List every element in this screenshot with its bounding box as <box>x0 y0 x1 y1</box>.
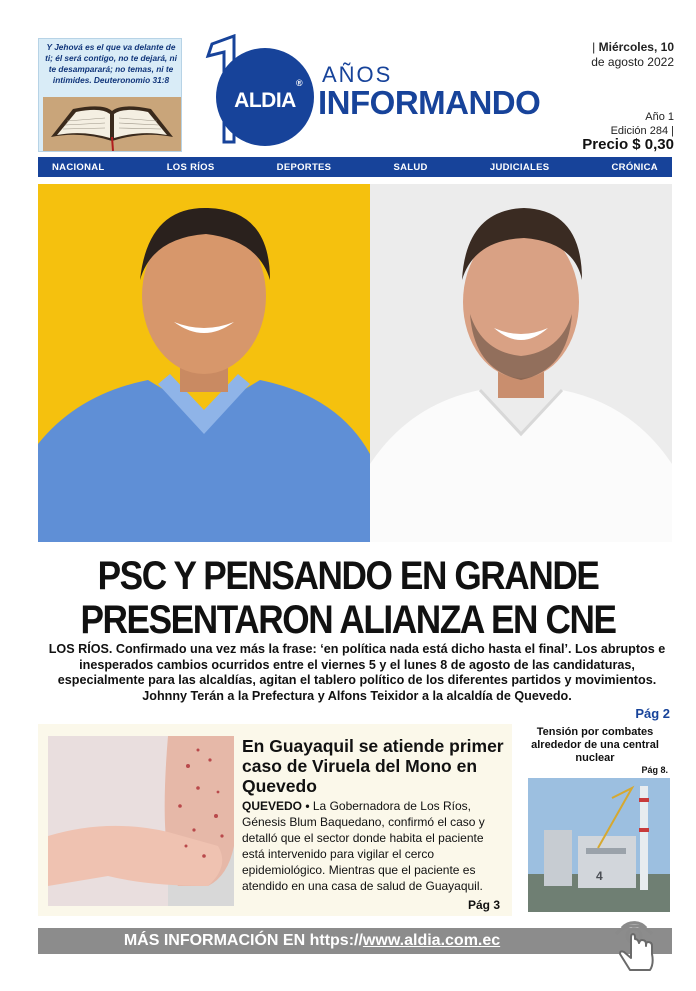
date-month-year: de agosto 2022 <box>591 55 674 69</box>
footer-url-link[interactable]: www.aldia.com.ec <box>362 932 501 949</box>
aldia-logo[interactable] <box>200 34 580 146</box>
logo-brand: ALDIA <box>234 89 296 112</box>
main-story-lead: LOS RÍOS. Confirmado una vez más la frase: ‘en política nada está dicho hasta el final’. Los abruptos e inesperados cambios ocurridos entre el viernes 5 y el lunes 8 de agosto de las candidaturas, especialmente para las alcaldías, agitan el tablero político de los diferentes partidos y movimientos. Johnny Terán a la Prefectura y Alfons Teixidor a la alcaldía de Quevedo. <box>48 642 666 703</box>
nav-item-los-rios[interactable]: LOS RÍOS <box>166 161 215 173</box>
headline-line-1: PSC Y PENSANDO EN GRANDE <box>97 554 599 598</box>
nav-item-salud[interactable]: SALUD <box>393 161 428 173</box>
headline-line-2: PRESENTARON ALIANZA EN CNE <box>80 598 616 642</box>
date-weekday: Miércoles, 10 <box>598 40 674 54</box>
main-headline[interactable] <box>59 554 636 642</box>
nav-item-nacional[interactable]: NACIONAL <box>52 161 105 173</box>
section-nav <box>38 157 672 177</box>
footer-text <box>38 932 586 950</box>
logo-circle <box>216 48 314 146</box>
story-viruela-photo <box>48 736 234 906</box>
footer-bar <box>38 928 672 954</box>
price-label: Precio $ 0,30 <box>582 136 674 153</box>
story-viruela-title[interactable]: En Guayaquil se atiende primer caso de Viruela del Mono en Quevedo <box>242 736 504 796</box>
story-viruela-kicker: QUEVEDO • <box>242 799 310 813</box>
story-viruela-body <box>242 798 504 894</box>
candidate-photo-left <box>38 184 370 542</box>
registered-mark: ® <box>296 78 303 88</box>
nav-item-deportes[interactable]: DEPORTES <box>276 161 332 173</box>
edition-label: Edición 284 | <box>610 125 674 137</box>
open-bible-icon <box>43 97 181 151</box>
page-ref-2[interactable]: Pág 2 <box>635 706 670 721</box>
candidate-photo-right <box>370 184 672 542</box>
nav-item-judiciales[interactable]: JUDICIALES <box>489 161 550 173</box>
year-label: Año 1 <box>645 111 674 123</box>
issue-date: | Miércoles, 10 de agosto 2022 <box>591 40 674 69</box>
story-viruela[interactable] <box>38 724 512 916</box>
svg-text:4: 4 <box>596 869 603 883</box>
page-ref-3[interactable]: Pág 3 <box>467 898 500 912</box>
logo-anos: AÑOS <box>322 62 393 87</box>
verse-box <box>38 38 182 152</box>
story-nuclear-photo <box>528 778 670 912</box>
verse-text: Y Jehová es el que va delante de ti; él será contigo, no te dejará, ni te desamparará; no temas, ni te intimides. Deuteronomio 31:8 <box>45 42 177 85</box>
footer-prefix: MÁS INFORMACIÓN EN https:// <box>123 932 363 949</box>
story-nuclear-title[interactable]: Tensión por combates alrededor de una central nuclear <box>531 726 659 764</box>
story-viruela-text: La Gobernadora de Los Ríos, Génesis Blum Baquedano, confirmó el caso y detalló que el sector donde habita el paciente está intervenido para vigilar el cerco epidemiológico. Mientras que el paciente es atendido en una casa de salud de Guayaquil. <box>242 799 485 893</box>
edition-info <box>611 110 674 138</box>
pointer-click-icon[interactable] <box>606 914 662 976</box>
nav-item-cronica[interactable]: CRÓNICA <box>611 161 658 173</box>
page-ref-8[interactable]: Pág 8. <box>641 765 668 775</box>
logo-informando: INFORMANDO <box>318 84 541 121</box>
